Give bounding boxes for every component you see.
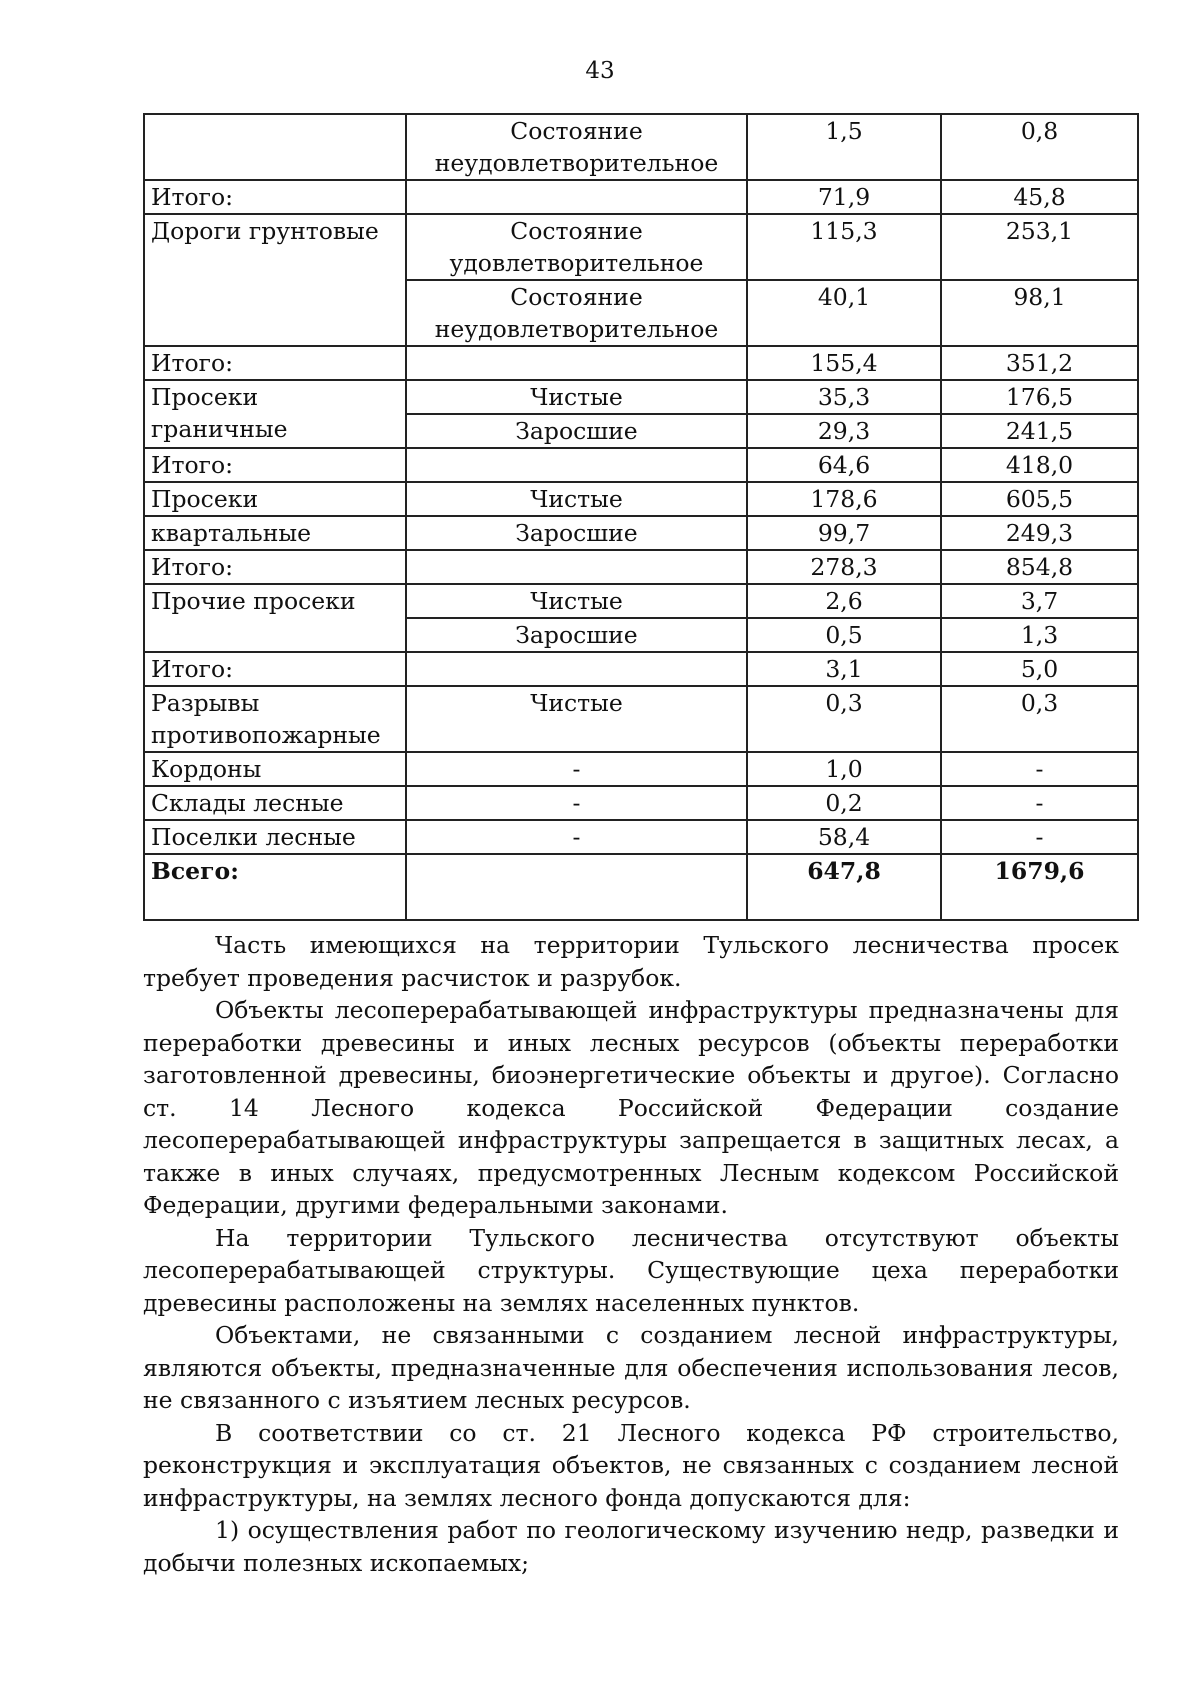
value-cell-2: - — [941, 752, 1138, 786]
total-condition-cell — [406, 854, 747, 920]
table-row — [144, 550, 1138, 584]
condition-cell — [406, 346, 747, 380]
value-cell-1: 64,6 — [747, 448, 941, 482]
value-cell-1: 1,5 — [747, 114, 941, 180]
value-cell-2: 3,7 — [941, 584, 1138, 618]
value-cell-1: 155,4 — [747, 346, 941, 380]
table-row — [144, 482, 1138, 516]
object-cell: Итого: — [144, 346, 406, 380]
table-row — [144, 652, 1138, 686]
total-row — [144, 854, 1138, 920]
value-cell-2: 1,3 — [941, 618, 1138, 652]
value-cell-2: 98,1 — [941, 280, 1138, 346]
value-cell-2: 351,2 — [941, 346, 1138, 380]
table-row — [144, 380, 1138, 414]
table-row — [144, 448, 1138, 482]
value-cell-1: 0,3 — [747, 686, 941, 752]
condition-cell: Чистые — [406, 482, 747, 516]
condition-cell — [406, 180, 747, 214]
paragraph: В соответствии со ст. 21 Лесного кодекса РФ строительство, реконструкция и эксплуатация объектов, не связанных с созданием лесной инфраструктуры, на землях лесного фонда допускаются для: — [143, 1418, 1119, 1512]
object-cell: Итого: — [144, 180, 406, 214]
value-cell-1: 0,2 — [747, 786, 941, 820]
object-cell: Итого: — [144, 652, 406, 686]
value-cell-2: 0,8 — [941, 114, 1138, 180]
object-cell: Просеки — [144, 482, 406, 516]
value-cell-1: 2,6 — [747, 584, 941, 618]
value-cell-1: 3,1 — [747, 652, 941, 686]
value-cell-2: 605,5 — [941, 482, 1138, 516]
condition-cell: Чистые — [406, 584, 747, 618]
condition-cell — [406, 652, 747, 686]
value-cell-1: 0,5 — [747, 618, 941, 652]
object-cell: квартальные — [144, 516, 406, 550]
value-cell-2: 241,5 — [941, 414, 1138, 448]
condition-cell: Заросшие — [406, 516, 747, 550]
table-row — [144, 752, 1138, 786]
value-cell-2: 418,0 — [941, 448, 1138, 482]
value-cell-1: 35,3 — [747, 380, 941, 414]
object-cell: Кордоны — [144, 752, 406, 786]
object-cell: Просеки граничные — [144, 380, 406, 448]
value-cell-2: 854,8 — [941, 550, 1138, 584]
object-cell: Поселки лесные — [144, 820, 406, 854]
condition-cell — [406, 550, 747, 584]
paragraph: 1) осуществления работ по геологическому изучению недр, разведки и добычи полезных ископаемых; — [143, 1516, 1119, 1577]
value-cell-1: 1,0 — [747, 752, 941, 786]
table-row — [144, 686, 1138, 752]
value-cell-2: - — [941, 820, 1138, 854]
object-cell: Итого: — [144, 448, 406, 482]
condition-cell: Состояние неудовлетворительное — [406, 114, 747, 180]
object-cell: Прочие просеки — [144, 584, 406, 652]
value-cell-2: 253,1 — [941, 214, 1138, 280]
object-cell: Итого: — [144, 550, 406, 584]
table-row — [144, 180, 1138, 214]
object-cell: Дороги грунтовые — [144, 214, 406, 346]
value-cell-2: 249,3 — [941, 516, 1138, 550]
body-text — [143, 929, 1119, 1579]
condition-cell: Заросшие — [406, 618, 747, 652]
value-cell-2: 176,5 — [941, 380, 1138, 414]
condition-cell: Чистые — [406, 686, 747, 752]
value-cell-1: 29,3 — [747, 414, 941, 448]
table-row — [144, 214, 1138, 280]
total-value-1: 647,8 — [747, 854, 941, 920]
value-cell-2: 45,8 — [941, 180, 1138, 214]
value-cell-2: - — [941, 786, 1138, 820]
condition-cell: Состояние удовлетворительное — [406, 214, 747, 280]
table-row — [144, 820, 1138, 854]
condition-cell: - — [406, 752, 747, 786]
condition-cell: Чистые — [406, 380, 747, 414]
table-row — [144, 786, 1138, 820]
table-row — [144, 584, 1138, 618]
paragraph: На территории Тульского лесничества отсутствуют объекты лесоперерабатывающей структуры. Существующие цеха переработки древесины расположены на землях населенных пунктов. — [143, 1223, 1119, 1317]
object-cell — [144, 114, 406, 180]
value-cell-1: 58,4 — [747, 820, 941, 854]
table-row — [144, 346, 1138, 380]
table-row — [144, 516, 1138, 550]
object-cell: Разрывы противопожарные — [144, 686, 406, 752]
value-cell-1: 71,9 — [747, 180, 941, 214]
value-cell-1: 115,3 — [747, 214, 941, 280]
table-row — [144, 114, 1138, 180]
paragraph: Объектами, не связанными с созданием лесной инфраструктуры, являются объекты, предназначенные для обеспечения использования лесов, не связанного с изъятием лесных ресурсов. — [143, 1321, 1119, 1414]
value-cell-1: 178,6 — [747, 482, 941, 516]
condition-cell — [406, 448, 747, 482]
value-cell-2: 5,0 — [941, 652, 1138, 686]
condition-cell: - — [406, 820, 747, 854]
value-cell-2: 0,3 — [941, 686, 1138, 752]
condition-cell: Заросшие — [406, 414, 747, 448]
total-label: Всего: — [144, 854, 406, 920]
value-cell-1: 99,7 — [747, 516, 941, 550]
value-cell-1: 278,3 — [747, 550, 941, 584]
page-number: 43 — [585, 58, 615, 84]
paragraph: Часть имеющихся на территории Тульского лесничества просек требует проведения расчисток и разрубок. — [143, 931, 1119, 992]
paragraph: Объекты лесоперерабатывающей инфраструктуры предназначены для переработки древесины и иных лесных ресурсов (объекты переработки заготовленной древесины, биоэнергетические объекты и другое). Согласно ст. 14 Лесного кодекса Российской Федерации создание лесоперерабатывающей инфраструктуры запрещается в защитных лесах, а также в иных случаях, предусмотренных Лесным кодексом Российской Федерации, другими федеральными законами. — [143, 996, 1119, 1219]
condition-cell: - — [406, 786, 747, 820]
total-value-2: 1679,6 — [941, 854, 1138, 920]
condition-cell: Состояние неудовлетворительное — [406, 280, 747, 346]
value-cell-1: 40,1 — [747, 280, 941, 346]
infrastructure-table — [143, 113, 1139, 921]
object-cell: Склады лесные — [144, 786, 406, 820]
